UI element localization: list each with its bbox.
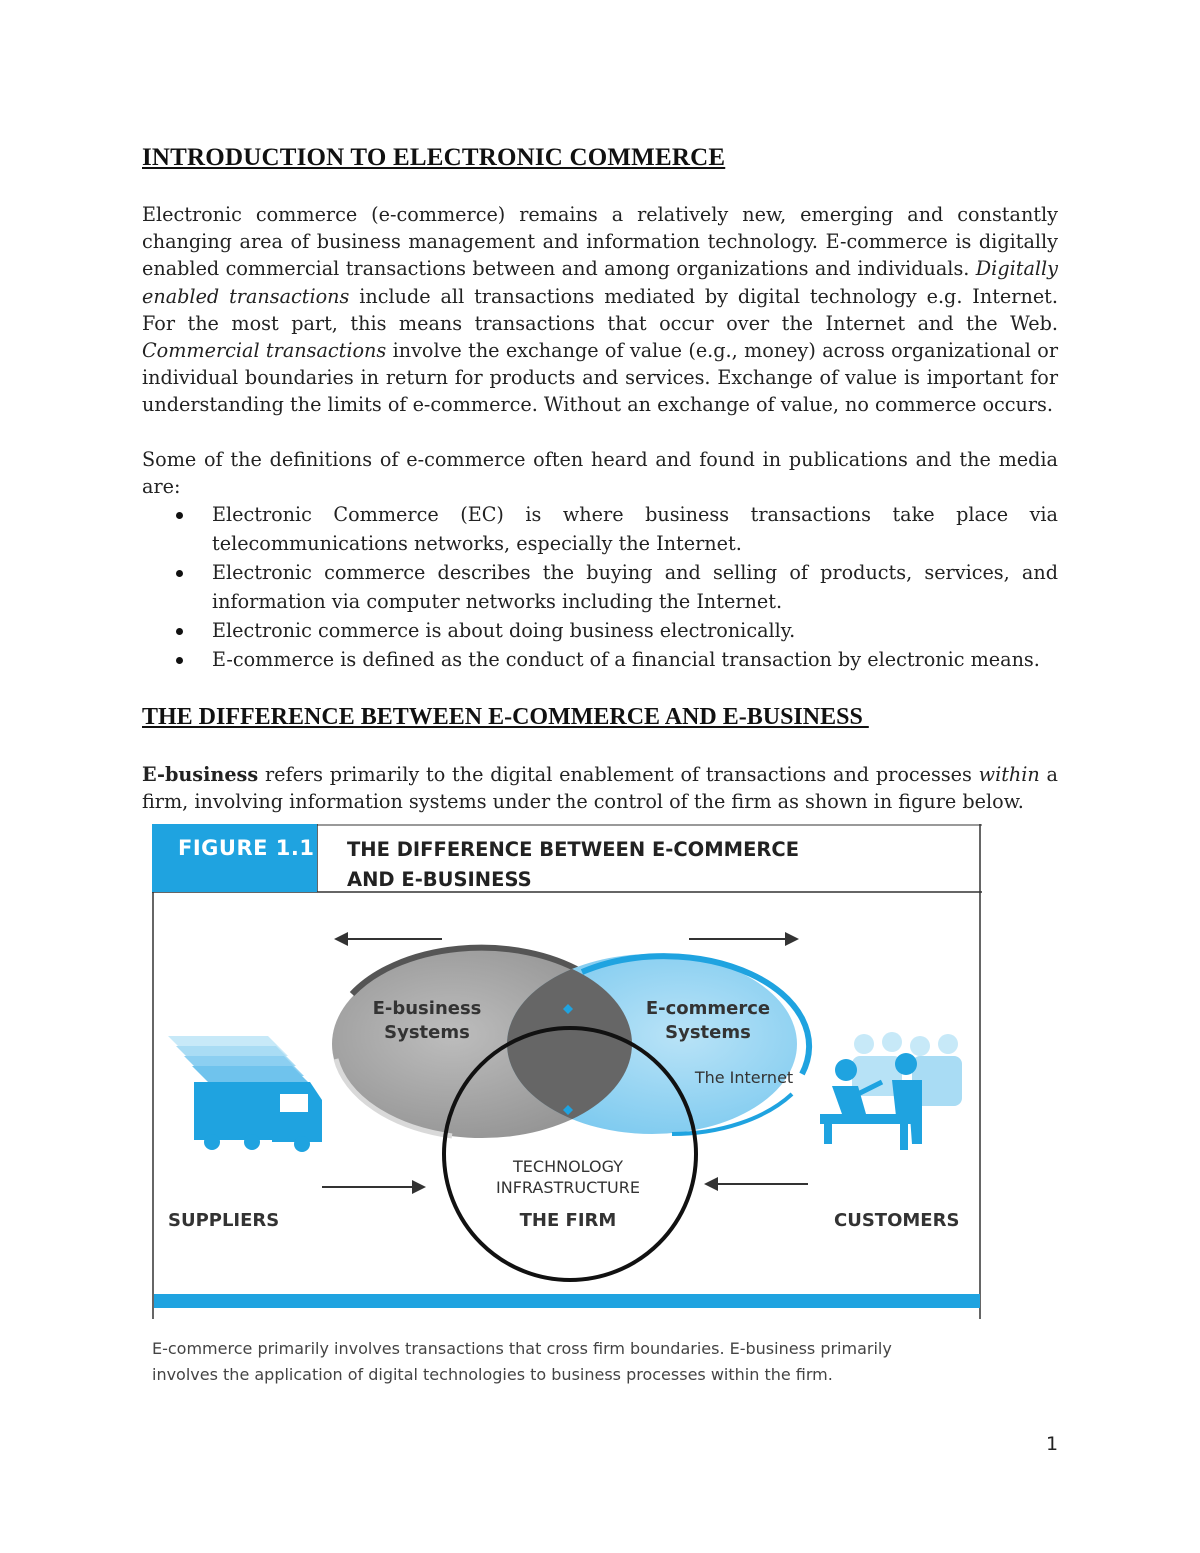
ebusiness-label-2: Systems [384,1022,470,1043]
arrow-customers-icon [704,1177,808,1191]
definitions-lead: Some of the definitions of e-commerce often heard and found in publications and the media are: [142,448,1058,499]
tech-label-2: INFRASTRUCTURE [496,1178,640,1197]
page-number: 1 [1046,1433,1059,1455]
figure-title: THE DIFFERENCE BETWEEN E-COMMERCE AND E-BUSINESS [347,838,800,891]
figure-diagram [152,824,982,1324]
ecommerce-label-2: Systems [665,1022,751,1043]
customers-icon [820,1032,962,1150]
customers-label: CUSTOMERS [834,1210,960,1231]
suppliers-label: SUPPLIERS [168,1210,280,1231]
firm-label: THE FIRM [519,1210,617,1231]
list-item: Electronic Commerce (EC) is where business transactions take place via telecommunications networks, especially the Internet. [142,500,1058,558]
intro-text-c: involve the exchange of value (e.g., money) across organizational or individual boundaries in return for products and services. Exchange of value is important for understanding the limits of e-commerce. Without an exchange of value, no commerce occurs. [142,339,1058,417]
bullet-icon [176,570,183,577]
heading-difference: THE DIFFERENCE BETWEEN E-COMMERCE AND E-BUSINESS [142,704,869,730]
ebusiness-emphasis: within [978,763,1040,786]
intro-paragraph [142,201,1058,419]
heading-introduction: INTRODUCTION TO ELECTRONIC COMMERCE [142,144,726,171]
internet-label: The Internet [694,1068,794,1087]
intro-emphasis-commercial: Commercial transactions [142,339,387,363]
bullet-icon [176,628,183,635]
arrow-right-icon [689,932,799,946]
bullet-icon [176,512,183,519]
list-item: Electronic commerce describes the buying and selling of products, services, and information via computer networks including the Internet. [142,558,1058,616]
ebusiness-label-1: E-business [372,998,482,1019]
tech-label-1: TECHNOLOGY [513,1157,623,1176]
list-item: Electronic commerce is about doing business electronically. [142,616,1058,645]
intro-emphasis-digital: Digitally enabled transactions [142,257,1058,308]
figure-1-1 [152,824,982,1324]
figure-label: FIGURE 1.1 [178,836,315,860]
definitions-list [142,500,1058,674]
arrow-suppliers-icon [322,1180,426,1194]
figure-caption: E-commerce primarily involves transactions that cross firm boundaries. E-business primarily involves the application of digital technologies to business processes within the firm. [152,1339,892,1384]
figure-bottom-bar [154,1294,980,1308]
ebusiness-term: E-business [142,763,259,786]
truck-icon [168,1036,322,1152]
ecommerce-label-1: E-commerce [645,998,771,1019]
figure-label-box [152,824,317,892]
intro-text-b: include all transactions mediated by digital technology e.g. Internet. For the most part, this means transactions that occur over the Internet and the Web. [142,284,1058,335]
intro-text-a: Electronic commerce (e-commerce) remains a relatively new, emerging and constantly changing area of business management and information technology. E-commerce is digitally enabled commercial transactions between and among organizations and individuals. [142,203,1058,281]
list-item: E-commerce is defined as the conduct of a financial transaction by electronic means. [142,645,1058,674]
ebusiness-paragraph: E-business refers primarily to the digital enablement of transactions and processes within a firm, involving information systems under the control of the firm as shown in figure below. [142,763,1058,814]
arrow-left-icon [334,932,442,946]
bullet-icon [176,657,183,664]
